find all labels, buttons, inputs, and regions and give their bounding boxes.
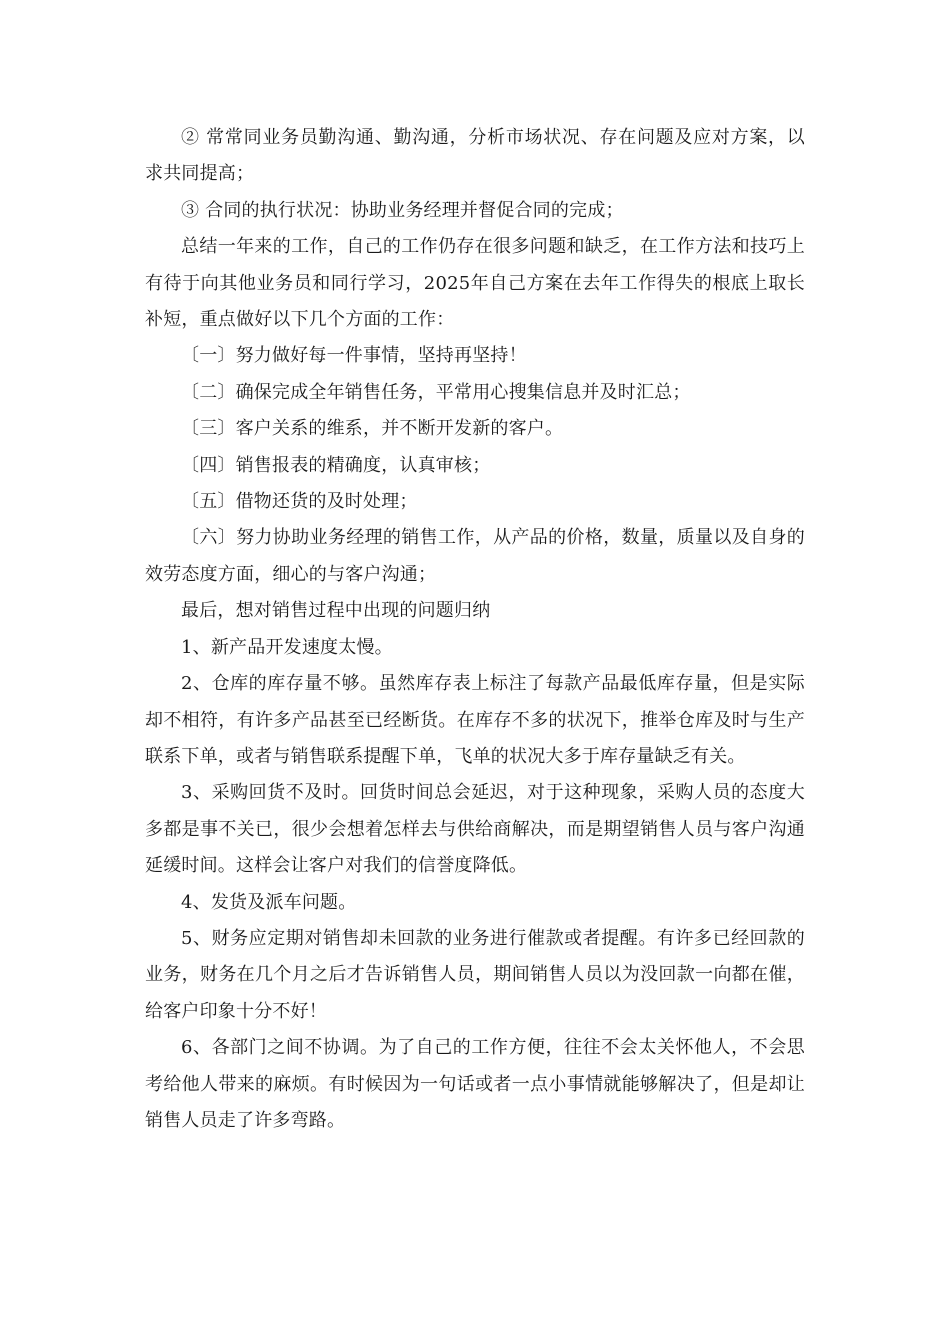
problem-item-1: 1、新产品开发速度太慢。 [181, 636, 393, 658]
paragraph-item-3: ③ 合同的执行状况：协助业务经理并督促合同的完成； [181, 199, 624, 221]
plan-item-2: 〔二〕确保完成全年销售任务，平常用心搜集信息并及时汇总； [181, 381, 691, 403]
plan-item-1: 〔一〕努力做好每一件事情，坚持再坚持！ [181, 345, 527, 367]
plan-item-4: 〔四〕销售报表的精确度，认真审核； [181, 454, 491, 476]
problem-item-4: 4、发货及派车问题。 [181, 891, 357, 913]
problem-item-5: 5、财务应定期对销售却未回款的业务进行催款或者提醒。有许多已经回款的业务，财务在几个月之后才告诉销售人员，期间销售人员以为没回款一向都在催，给客户印象十分不好！ [145, 927, 805, 1022]
problem-item-2: 2、仓库的库存量不够。虽然库存表上标注了每款产品最低库存量，但是实际却不相符，有许多产品甚至已经断货。在库存不多的状况下，推举仓库及时与生产联系下单，或者与销售联系提醒下单，飞单的状况大多于库存量缺乏有关。 [145, 673, 805, 767]
plan-item-6: 〔六〕努力协助业务经理的销售工作，从产品的价格，数量，质量以及自身的效劳态度方面，细心的与客户沟通； [145, 527, 805, 585]
problem-item-6: 6、各部门之间不协调。为了自己的工作方便，往往不会太关怀他人，不会思考给他人带来的麻烦。有时候因为一句话或者一点小事情就能够解决了，但是却让销售人员走了许多弯路。 [145, 1037, 805, 1131]
paragraph-item-2: ② 常常同业务员勤沟通、勤沟通，分析市场状况、存在问题及应对方案，以求共同提高； [145, 127, 805, 185]
problem-item-3: 3、采购回货不及时。回货时间总会延迟，对于这种现象，采购人员的态度大多都是事不关已，很少会想着怎样去与供给商解决，而是期望销售人员与客户沟通延缓时间。这样会让客户对我们的信誉度降低。 [145, 782, 805, 877]
plan-item-5: 〔五〕借物还货的及时处理； [181, 491, 418, 513]
paragraph-summary: 总结一年来的工作，自己的工作仍存在很多问题和缺乏，在工作方法和技巧上有待于向其他业务员和同行学习，2025年自己方案在去年工作得失的根底上取长补短，重点做好以下几个方面的工作： [145, 236, 805, 331]
problems-intro: 最后，想对销售过程中出现的问题归纳 [181, 600, 491, 622]
plan-item-3: 〔三〕客户关系的维系，并不断开发新的客户。 [181, 418, 564, 440]
document-page [145, 120, 805, 1139]
